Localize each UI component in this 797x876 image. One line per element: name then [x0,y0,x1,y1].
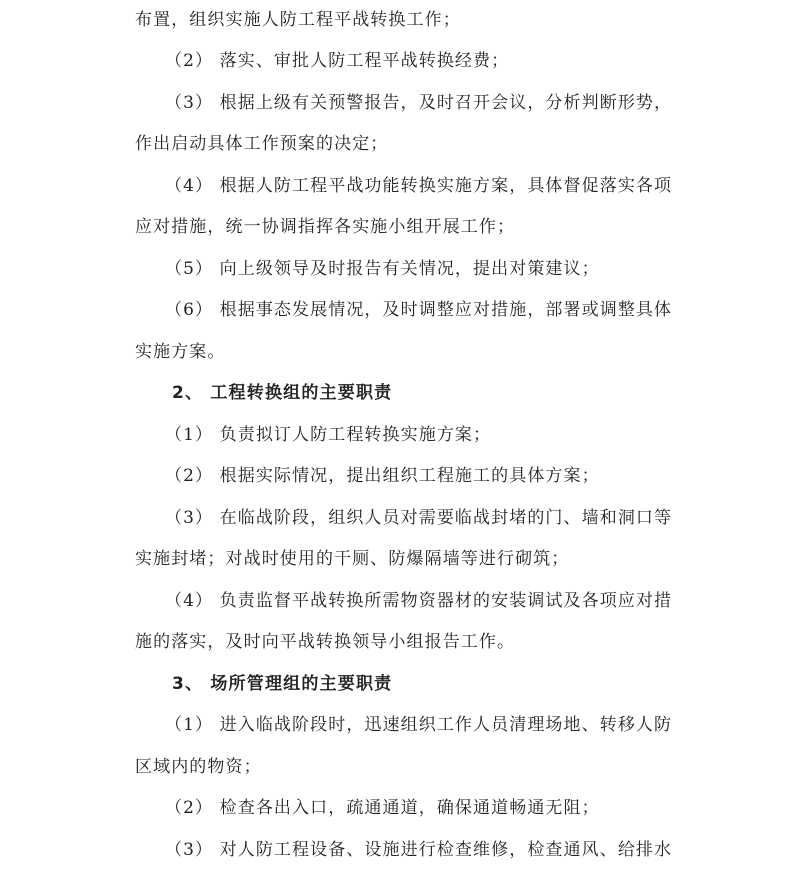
list-item: （3） 根据上级有关预警报告，及时召开会议，分析判断形势， [165,93,673,113]
paragraph-line: 实施封堵；对战时使用的干厕、防爆隔墙等进行砌筑； [135,549,570,569]
list-item: （2） 落实、审批人防工程平战转换经费； [165,51,510,71]
list-item: （1） 进入临战阶段时，迅速组织工作人员清理场地、转移人防 [165,715,673,735]
paragraph-line: 实施方案。 [135,342,226,362]
section-heading: 2、 工程转换组的主要职责 [172,383,393,403]
list-item: （1） 负责拟订人防工程转换实施方案； [165,425,492,445]
paragraph-line: 施的落实，及时向平战转换领导小组报告工作。 [135,632,516,652]
paragraph-line: 区域内的物资； [135,757,262,777]
list-item: （3） 在临战阶段，组织人员对需要临战封堵的门、墙和洞口等 [165,508,673,528]
section-heading: 3、 场所管理组的主要职责 [172,674,393,694]
paragraph-line: 应对措施，统一协调指挥各实施小组开展工作； [135,217,516,237]
list-item: （5） 向上级领导及时报告有关情况，提出对策建议； [165,259,600,279]
list-item: （2） 根据实际情况，提出组织工程施工的具体方案； [165,466,600,486]
list-item: （6） 根据事态发展情况，及时调整应对措施，部署或调整具体 [165,300,673,320]
list-item: （3） 对人防工程设备、设施进行检查维修，检查通风、给排水 [165,840,673,860]
list-item: （4） 负责监督平战转换所需物资器材的安装调试及各项应对措 [165,591,673,611]
list-item: （4） 根据人防工程平战功能转换实施方案，具体督促落实各项 [165,176,673,196]
list-item: （2） 检查各出入口，疏通通道，确保通道畅通无阻； [165,798,600,818]
paragraph-line: 作出启动具体工作预案的决定； [135,134,389,154]
paragraph-line: 布置，组织实施人防工程平战转换工作； [135,10,461,30]
